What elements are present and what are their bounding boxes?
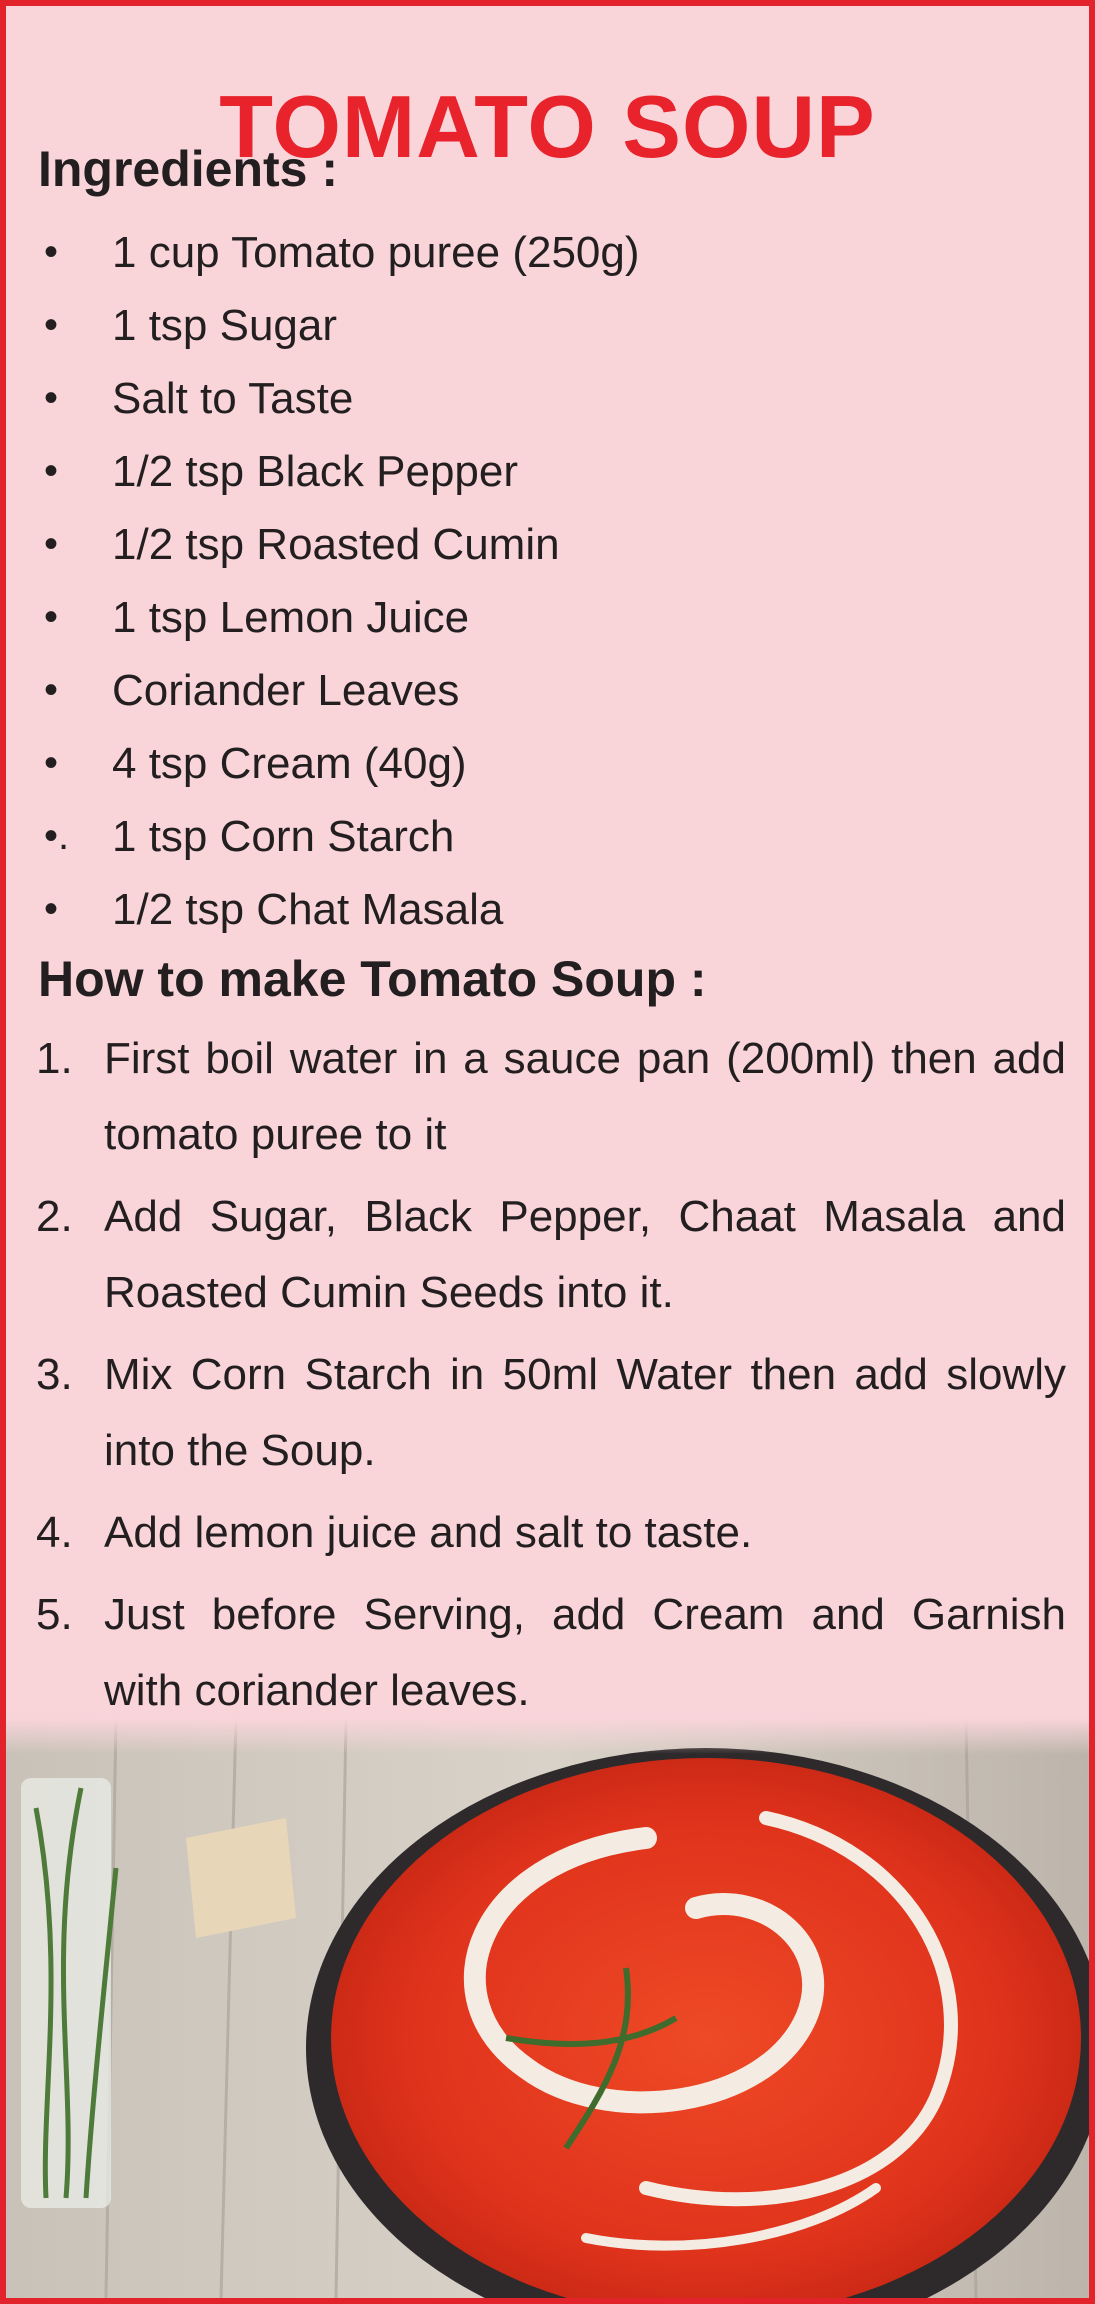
ingredient-text: Salt to Taste	[112, 373, 354, 423]
recipe-title: TOMATO SOUP	[219, 76, 876, 176]
ingredient-item	[36, 508, 640, 581]
ingredient-item	[36, 216, 640, 289]
step-text: First boil water in a sauce pan (200ml) then add tomato puree to it	[104, 1034, 1066, 1159]
ingredient-text: 1/2 tsp Black Pepper	[112, 446, 519, 496]
bullet-icon: •.	[44, 814, 70, 858]
step-item	[36, 1495, 1066, 1571]
step-item	[36, 1337, 1066, 1489]
step-text: Mix Corn Starch in 50ml Water then add slowly into the Soup.	[104, 1350, 1066, 1475]
step-number: 2.	[36, 1192, 73, 1241]
ingredient-text: 1/2 tsp Roasted Cumin	[112, 519, 560, 569]
ingredient-text: 1 tsp Sugar	[112, 300, 338, 350]
soup-photo	[6, 1718, 1089, 2298]
soup-bowl-illustration	[6, 1718, 1089, 2298]
ingredient-item	[36, 362, 640, 435]
ingredients-heading: Ingredients :	[38, 141, 339, 197]
step-item	[36, 1021, 1066, 1173]
ingredient-item	[36, 289, 640, 362]
bullet-icon: •	[44, 303, 59, 347]
bullet-icon: •	[44, 230, 59, 274]
step-text: Add lemon juice and salt to taste.	[104, 1508, 753, 1557]
ingredient-text: Coriander Leaves	[112, 665, 460, 715]
step-text: Add Sugar, Black Pepper, Chaat Masala and Roasted Cumin Seeds into it.	[104, 1192, 1066, 1317]
bullet-icon: •	[44, 449, 59, 493]
ingredient-item	[36, 581, 640, 654]
ingredient-item	[36, 727, 640, 800]
bullet-icon: •	[44, 887, 59, 931]
bullet-icon: •	[44, 741, 59, 785]
step-text: Just before Serving, add Cream and Garnish with coriander leaves.	[104, 1590, 1066, 1715]
ingredient-text: 1 tsp Corn Starch	[112, 811, 455, 861]
bullet-icon: •	[44, 522, 59, 566]
ingredient-item	[36, 654, 640, 727]
ingredient-item	[36, 873, 640, 946]
step-number: 3.	[36, 1350, 73, 1399]
method-heading: How to make Tomato Soup :	[38, 951, 707, 1007]
bullet-icon: •	[44, 595, 59, 639]
step-item	[36, 1577, 1066, 1729]
ingredient-text: 1/2 tsp Chat Masala	[112, 884, 504, 934]
ingredient-text: 4 tsp Cream (40g)	[112, 738, 467, 788]
ingredient-text: 1 tsp Lemon Juice	[112, 592, 470, 642]
ingredients-list	[36, 216, 640, 946]
ingredient-text: 1 cup Tomato puree (250g)	[112, 227, 640, 277]
bullet-icon: •	[44, 668, 59, 712]
step-number: 1.	[36, 1034, 73, 1083]
ingredient-item	[36, 435, 640, 508]
step-number: 4.	[36, 1508, 73, 1557]
ingredient-item	[36, 800, 640, 873]
steps-list	[36, 1021, 1066, 1735]
step-item	[36, 1179, 1066, 1331]
step-number: 5.	[36, 1590, 73, 1639]
bullet-icon: •	[44, 376, 59, 420]
